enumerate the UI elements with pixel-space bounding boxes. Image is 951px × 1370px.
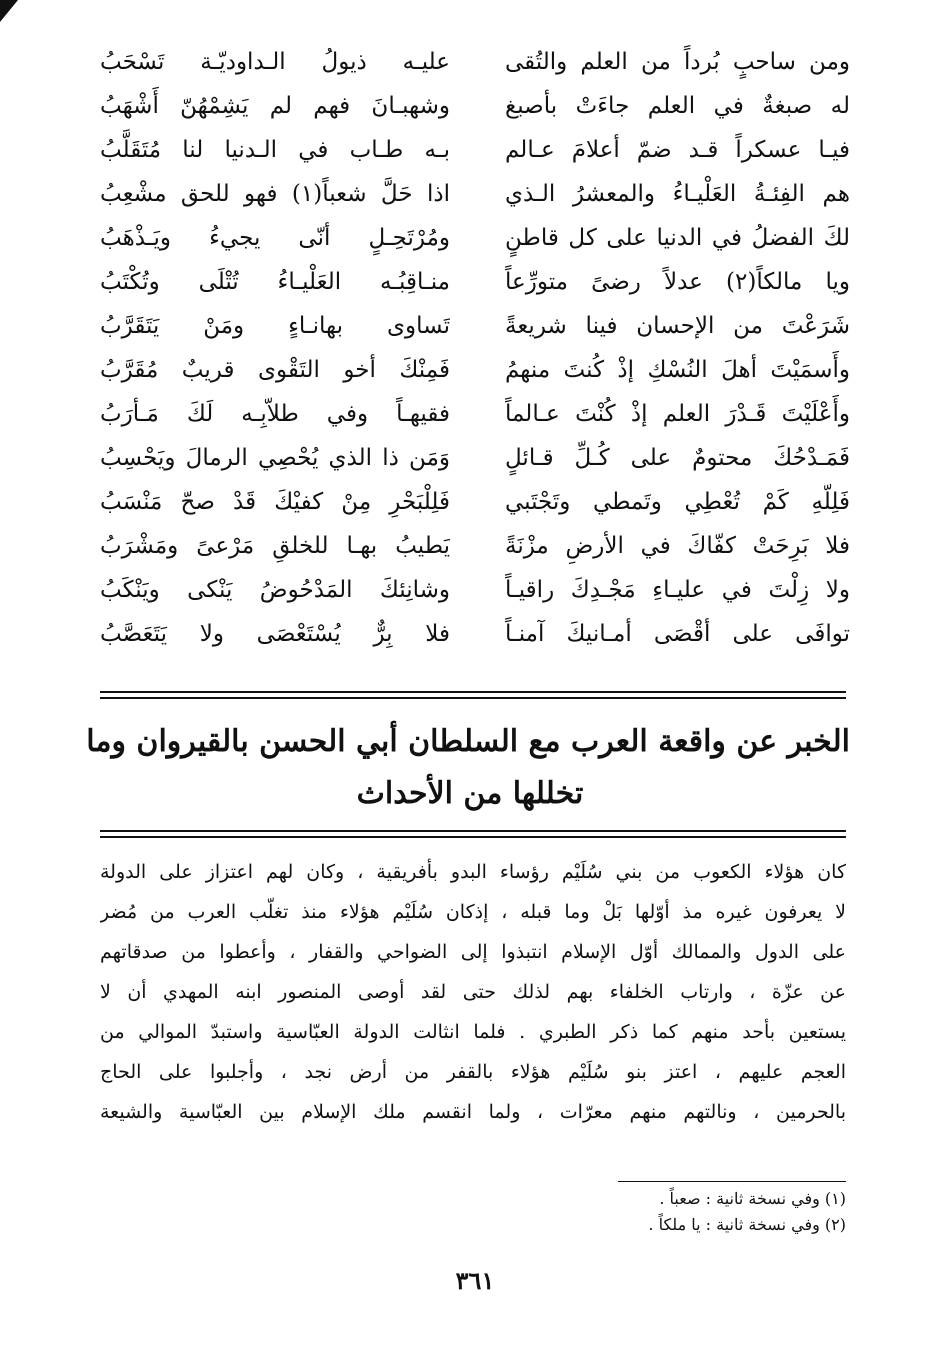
verse-second-hemistich: فقيهـاً وفي طلاّبِـه لَكَ مَـأرَبُ xyxy=(100,401,450,427)
verse xyxy=(100,436,850,480)
verse-first-hemistich: هم الفِئـةُ العَلْيـاءُ والمعشرُ الـذي xyxy=(505,181,850,207)
verse-first-hemistich: فيـا عسكراً قـد ضمّ أعلامَ عـالم xyxy=(505,137,850,163)
verse-second-hemistich: فلا بِرٌّ يُسْتَعْصَى ولا يَتَعَصَّبُ xyxy=(100,621,450,647)
verse-second-hemistich: وشهبـانَ فهم لم يَشِمْهُنّ أَشْهَبُ xyxy=(100,93,450,119)
title-rule-bottom xyxy=(100,830,846,832)
body-line: يستعين بأحد منهم كما ذكر الطبري . فلما انثالت الدولة العبّاسية واستبدّ الموالي من xyxy=(100,1021,846,1043)
body-line: لا يعرفون غيره مذ أوّلها بَلْ وما قبله ، إذكان سُلَيْم هؤلاء منذ تغلّب العرب من مُضر xyxy=(100,901,846,923)
verse-second-hemistich: بـه طـاب في الـدنيا لنا مُتَقَلَّبُ xyxy=(100,137,450,163)
verse xyxy=(100,84,850,128)
body-line: العجم عليهم ، اعتز بنو سُلَيْم هؤلاء بالقفر من أرض نجد ، وأجلبوا على الحاج xyxy=(100,1061,846,1083)
verse xyxy=(100,40,850,84)
verse-first-hemistich: وأَعْلَيْتَ قَـدْرَ العلم إذْ كُنْتَ عـالماً xyxy=(505,401,850,427)
verse-first-hemistich: شَرَعْتَ من الإحسان فينا شريعةً xyxy=(505,313,850,339)
verse-first-hemistich: لكَ الفضلُ في الدنيا على كل قاطنٍ xyxy=(505,225,850,251)
verse-first-hemistich: له صبغةٌ في العلم جاءَتْ بأصبغ xyxy=(505,93,850,119)
verse-first-hemistich: وأَسمَيْتَ أهلَ النُسْكِ إذْ كُنتَ منهمُ xyxy=(505,357,850,383)
page-number: ٣٦١ xyxy=(455,1266,495,1295)
verse xyxy=(100,480,850,524)
verse-second-hemistich: منـاقِبُـه العَلْيـاءُ تُتْلَى وتُكْتَبُ xyxy=(100,269,450,295)
verse xyxy=(100,392,850,436)
body-line: بالحرمين ، ونالتهم منهم معرّات ، ولما انقسم ملك الإسلام بين العبّاسية والشيعة xyxy=(100,1101,846,1123)
section-title xyxy=(86,716,850,820)
verse-second-hemistich: يَطيبُ بهـا للخلقِ مَرْعىً ومَشْرَبُ xyxy=(100,533,450,559)
footnote-rule xyxy=(618,1181,846,1182)
verse-second-hemistich: فَلِلْبَحْرِ مِنْ كفيْكَ قَدْ صحّ مَنْسَبُ xyxy=(100,489,450,515)
verse-first-hemistich: توافَى على أقْصَى أمـانيكَ آمنـاً xyxy=(505,621,850,647)
verse xyxy=(100,260,850,304)
body-text xyxy=(100,852,846,1132)
title-rule-top-inner xyxy=(100,697,846,699)
verse-first-hemistich: ويا مالكاً(٢) عدلاً رضىً متورِّعاً xyxy=(505,269,850,295)
poem xyxy=(100,40,850,670)
verse-second-hemistich: اذا حَلَّ شعباً(١) فهو للحق مشْعِبُ xyxy=(100,181,450,207)
verse xyxy=(100,128,850,172)
body-line: عن عزّة ، وارتاب الخلفاء بهم لذلك حتى لقد أوصى المنصور ابنه المهدي أن لا xyxy=(100,981,846,1003)
section-title-line: تخللها من الأحداث xyxy=(356,776,584,811)
verse-second-hemistich: وَمَن ذا الذي يُحْصِي الرمالَ ويَحْسِبُ xyxy=(100,445,450,471)
footnote: (٢) وفي نسخة ثانية : يا ملكاً . xyxy=(648,1215,846,1234)
verse-second-hemistich: تَساوى بهانـاءٍ ومَنْ يَتَقَرَّبُ xyxy=(100,313,450,339)
verse-first-hemistich: فلا بَرِحَتْ كفّاكَ في الأرضِ مزْنَةً xyxy=(505,533,850,559)
body-line: كان هؤلاء الكعوب من بني سُلَيْم رؤساء البدو بأفريقية ، وكان لهم اعتزاز على الدولة xyxy=(100,861,846,883)
verse-second-hemistich: ومُرْتَحِـلٍ أنّى يجيءُ ويَـذْهَبُ xyxy=(100,225,450,251)
verse-first-hemistich: فَلِلّهِ كَمْ تُعْطِي وتَمطي وتَجْتَبي xyxy=(505,489,850,515)
corner-mark xyxy=(0,0,18,22)
verse-second-hemistich: فَمِنْكَ أخو التَقْوى قريبٌ مُقَرَّبُ xyxy=(100,357,450,383)
footnote: (١) وفي نسخة ثانية : صعباً . xyxy=(659,1189,846,1208)
verse-first-hemistich: ولا زِلْتَ في عليـاءِ مَجْـدِكَ راقيـاً xyxy=(505,577,850,603)
verse xyxy=(100,612,850,656)
title-rule-top xyxy=(100,691,846,693)
body-line: على الدول والممالك أوّل الإسلام انتبذوا إلى الضواحي والقفار ، وأعطوا من صدقاتهم xyxy=(100,941,846,963)
title-rule-bottom-inner xyxy=(100,836,846,838)
verse-first-hemistich: ومن ساحبٍ بُرداً من العلم والتُقى xyxy=(505,49,850,75)
verse xyxy=(100,524,850,568)
section-title-line: الخبر عن واقعة العرب مع السلطان أبي الحسن بالقيروان وما xyxy=(86,724,850,759)
verse xyxy=(100,348,850,392)
verse xyxy=(100,304,850,348)
verse-second-hemistich: عليـه ذيولُ الـداوديّـة تَسْحَبُ xyxy=(100,49,450,75)
verse-second-hemistich: وشانِئكَ المَدْحُوضُ يَنْكى ويَنْكَبُ xyxy=(100,577,450,603)
footnotes xyxy=(446,1186,846,1238)
verse-first-hemistich: فَمَـدْحُكَ محتومٌ على كُـلِّ قـائلٍ xyxy=(505,445,850,471)
verse xyxy=(100,172,850,216)
verse xyxy=(100,568,850,612)
verse xyxy=(100,216,850,260)
